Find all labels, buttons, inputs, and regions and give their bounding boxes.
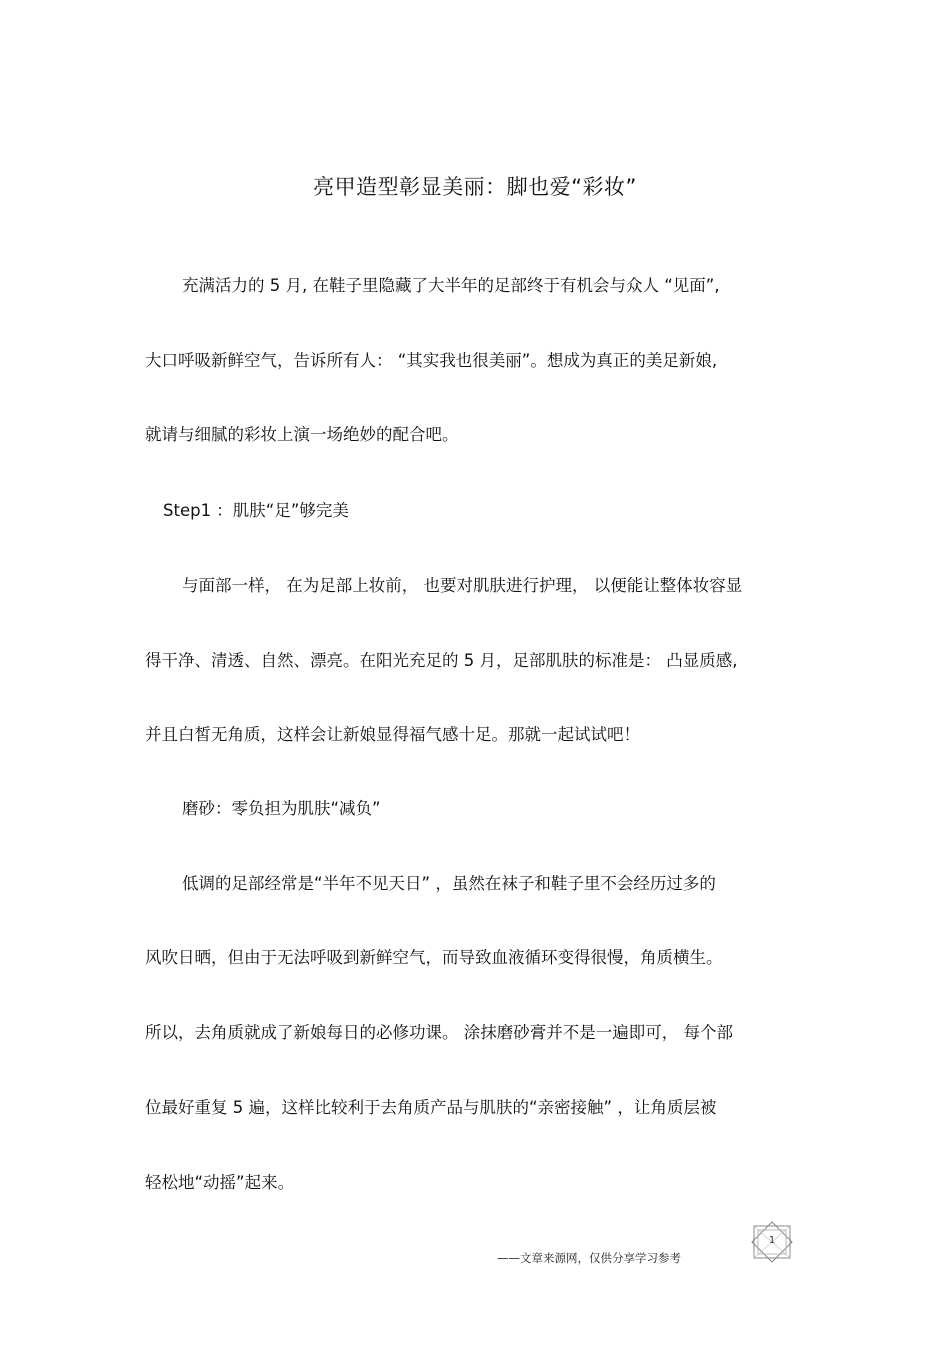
body-line-1: 充满活力的 5 月, 在鞋子里隐藏了大半年的足部终于有机会与众人 “见面”, — [182, 276, 720, 295]
subheading-scrub: 磨砂：零负担为肌肤“减负” — [182, 799, 381, 818]
body-line-12: 位最好重复 5 遍，这样比较利于去角质产品与肌肤的“亲密接触” ，让角质层被 — [145, 1098, 717, 1117]
page-number-badge — [748, 1220, 796, 1264]
body-line-3: 就请与细腻的彩妆上演一场绝妙的配合吧。 — [145, 425, 459, 444]
body-line-11: 所以，去角质就成了新娘每日的必修功课。 涂抹磨砂膏并不是一遍即可， 每个部 — [145, 1023, 733, 1042]
body-line-6: 得干净、清透、自然、漂亮。在阳光充足的 5 月，足部肌肤的标准是： 凸显质感, — [145, 651, 738, 670]
page-number: 1 — [768, 1235, 776, 1246]
body-line-2: 大口呼吸新鲜空气，告诉所有人： “其实我也很美丽”。想成为真正的美足新娘, — [145, 351, 718, 370]
body-line-7: 并且白皙无角质，这样会让新娘显得福气感十足。那就一起试试吧！ — [145, 725, 640, 744]
body-line-5: 与面部一样， 在为足部上妆前， 也要对肌肤进行护理， 以便能让整体妆容显 — [182, 576, 743, 595]
body-line-9: 低调的足部经常是“半年不见天日” ，虽然在袜子和鞋子里不会经历过多的 — [182, 874, 716, 893]
body-line-13: 轻松地“动摇”起来。 — [145, 1173, 295, 1192]
document-title: 亮甲造型彰显美丽：脚也爱“彩妆” — [313, 175, 637, 199]
section-heading-step1: Step1 ：肌肤“足”够完美 — [163, 501, 349, 520]
body-line-10: 风吹日晒，但由于无法呼吸到新鲜空气，而导致血液循环变得很慢，角质横生。 — [145, 948, 723, 967]
footer-source-note: ——文章来源网，仅供分享学习参考 — [497, 1251, 681, 1265]
